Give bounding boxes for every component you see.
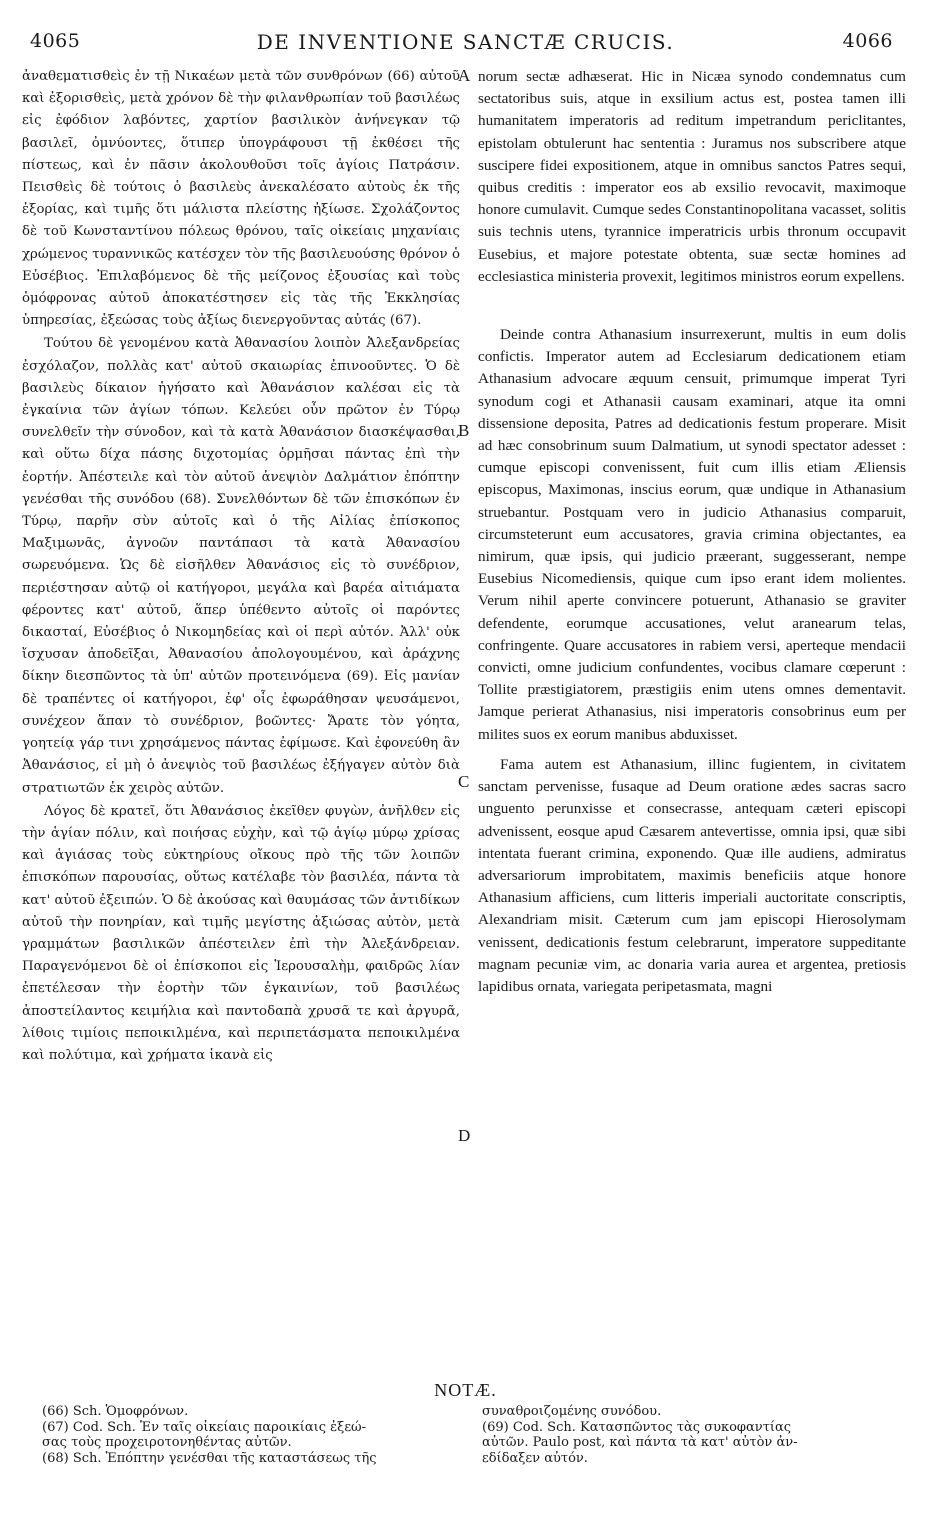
margin-marker-b: B bbox=[458, 421, 470, 440]
page-number-right: 4066 bbox=[842, 30, 893, 52]
greek-column bbox=[22, 66, 460, 1067]
page-header bbox=[0, 30, 931, 60]
note-66: (66) Sch. Ὁμοφρόνων. bbox=[42, 1404, 189, 1419]
latin-paragraph-1: norum sectæ adhæserat. Hic in Nicæa synodo condemnatus cum sectatoribus suis, atque in exsilium actus est, postea tamen illi humanitatem imperatoris ad reditum impetrandum periclitantes, epistolam obtulerunt hac sententia : Juramus nos subscribere atque suscipere fidei expositionem, atque in omnibus sanctos Patres sequi, quibus creditis : imperator eos ab exsilio revocavit, maximoque honore cumulavit. Cumque sedes Constantinopolitana vacasset, solitis suis technis utens, tyrannice imperatricis urbis thronum occupavit Eusebius, et majore potestate obtenta, suæ sectæ homines ad ecclesiastica ministeria provexit, legitimos ministros eorum expellens. bbox=[478, 68, 906, 285]
note-67-line-1: (67) Cod. Sch. Ἐν ταῖς οἰκείαις παροικίαις ἐξεώ- bbox=[42, 1419, 367, 1435]
greek-paragraph-1: ἀναθεματισθεὶς ἐν τῇ Νικαέων μετὰ τῶν συνθρόνων (66) αὐτοῦ καὶ ἐξορισθεὶς, μετὰ χρόνον δὲ τὴν φιλανθρωπίαν τοῦ βασιλέως εἰς ἐφόδιον λαβόντες, χαρτίον βασιλικὸν ἀνήνεγκαν τῷ βασιλεῖ, ὀμνύοντες, ὅτιπερ ὑπογράφουσι τῇ ἐκθέσει τῆς πίστεως, καὶ ἐν πᾶσιν ἀκολουθοῦσι τοῖς ἁγίοις Πατράσιν. Πεισθεὶς δὲ τούτοις ὁ βασιλεὺς ἀνεκαλέσατο αὐτοὺς ἐκ τῆς ἐξορίας, καὶ τιμῆς ὅτι μάλιστα πλείστης ἠξίωσε. Σχολάζοντος δὲ τοῦ Κωνσταντίνου πόλεως θρόνου, ταῖς οἰκείαις μηχανίαις χρώμενος τυραννικῶς κατέσχεν τὸν τῆς βασιλευούσης θρόνον ὁ Εὐσέβιος. Ἐπιλαβόμενος δὲ τῆς μείζονος ἐξουσίας καὶ τοὺς ὁμόφρονας αὐτοῦ ἀποκατέστησεν εἰς τὰς τῆς Ἐκκλησίας ὑπηρεσίας, ἐξεώσας τοὺς ἀξίως διενεργοῦντας αὐτάς (67). bbox=[22, 69, 460, 329]
running-title: DE INVENTIONE SANCTÆ CRUCIS. bbox=[256, 30, 675, 54]
margin-marker-a: A bbox=[458, 66, 471, 85]
note-68-line-2: συναθροιζομένης συνόδου. bbox=[482, 1404, 662, 1419]
note-69-line-2: αὐτῶν. Paulo post, καὶ πάντα τὰ κατ' αὐτὸν ἀν- bbox=[482, 1435, 798, 1450]
latin-column bbox=[478, 66, 906, 998]
note-69-line-1: (69) Cod. Sch. Κατασπῶντος τὰς συκοφαντίας bbox=[482, 1419, 792, 1435]
latin-paragraph-3: Fama autem est Athanasium, illinc fugientem, in civitatem sanctam pervenisse, fusaque ad Deum oratione ædes sacras sacro unguento perunxisse et consecrasse, antequam cæteri episcopi advenissent, eosque apud Cæsarem antevertisse, omnia ipsi, quæ sibi intentata fuerant crimina, exponendo. Quæ ille audiens, admiratus adversariorum improbitatem, maximis beneficiis atque honore Athanasium afficiens, cum litteris imperiali auctoritate conscriptis, Alexandriam misit. Cæterum cum jam episcopi Hierosolymam venissent, dedicationis festum celebrarunt, imperatore suppeditante magnam pecuniæ vim, ac donaria varia aurea et argentea, pretiosis lapidibus ornata, variegata peripetasmata, magni bbox=[478, 755, 906, 995]
note-67-line-2: σας τοὺς προχειροτονηθέντας αὐτῶν. bbox=[42, 1435, 292, 1450]
notes-right-column bbox=[482, 1404, 902, 1466]
margin-marker-d: D bbox=[458, 1126, 471, 1145]
notes-left-column bbox=[42, 1404, 460, 1466]
page-number-left: 4065 bbox=[30, 30, 81, 52]
latin-paragraph-2: Deinde contra Athanasium insurrexerunt, multis in eum dolis confictis. Imperator autem ad Ecclesiarum dedicationem etiam Athanasium advocare æquum censuit, primumque imperat Tyri synodum cogi et Athanasii causam examinari, atque ita omni dissensione deposita, Patres ad dedicationis festum properare. Misit ad hæc consobrinum suum Dalmatium, ut synodi spectator adesset : cumque episcopi convenissent, fuit cum illis etiam Æliensis episcopus, Maximonas, inscius eorum, quæ undique in Athanasium struebantur. Postquam vero in judicio Athanasius comparuit, circumsteterunt eum accusatores, gravia crimina objectantes, ea nimirum, quæ ipsis, qui judicio præerant, suggesserant, nempe Eusebius Nicomediensis, quique cum ipso erant idem molientes. Verum nihil aperte convincere potuerunt, Athanasio se graviter defendente, eorumque accusationes, velut aranearum telas, confringente. Quare accusatores in rabiem versi, aperteque mendacii convicti, omne judicium confundentes, vocibus clamare cœperunt : Tollite præstigiatorem, præstigiis enim utens omnes dementavit. Jamque perierat Athanasius, nisi imperatoris consobrinus eum per milites suos ex eorum manibus abduxisset. bbox=[478, 326, 906, 743]
greek-paragraph-2: Τούτου δὲ γενομένου κατὰ Ἀθανασίου λοιπὸν Ἀλεξανδρείας ἐσχόλαζον, πολλὰς κατ' αὐτοῦ σκαιωρίας ἐπινοοῦντες. Ὁ δὲ βασιλεὺς δίκαιον ἡγήσατο καὶ Ἀθανάσιον καλέσαι εἰς τὰ ἐγκαίνια τῶν ἁγίων τόπων. Κελεύει οὖν πρῶτον ἐν Τύρῳ συνελθεῖν τὴν σύνοδον, καὶ τὰ κατὰ Ἀθανάσιον διασκέψασθαι, καὶ οὕτω δίχα πάσης διχοτομίας ὁρμῆσαι πάντας ἐπὶ τὴν ἑορτήν. Ἀπέστειλε καὶ τὸν αὐτοῦ ἀνεψιὸν Δαλμάτιον ἐπόπτην γενέσθαι τῆς συνόδου (68). Συνελθόντων δὲ τῶν ἐπισκόπων ἐν Τύρῳ, παρῆν σὺν αὐτοῖς καὶ ὁ τῆς Αἰλίας ἐπίσκοπος Μαξιμωνᾶς, ἀγνοῶν παντάπασι τὰ κατὰ Ἀθανασίου σωρευόμενα. Ὡς δὲ εἰσῆλθεν Ἀθανάσιος εἰς τὸ συνέδριον, περιέστησαν αὐτῷ οἱ κατήγοροι, μεγάλα καὶ βαρέα αἰτιάματα φέροντες κατ' αὐτοῦ, ἅπερ ὑπέθεντο αὐτοῖς οἱ παρόντες δικασταί, Εὐσέβιος ὁ Νικομηδείας καὶ οἱ περὶ αὐτόν. Ἀλλ' οὐκ ἴσχυσαν ἀποδεῖξαι, Ἀθανασίου ἀπολογουμένου, καὶ ἀράχνης δίκην διεσπῶντος τὰ ὑπ' αὐτῶν προτεινόμενα (69). Εἰς μανίαν δὲ τραπέντες οἱ κατήγοροι, ἐφ' οἷς ἐφωράθησαν ψευσάμενοι, συνέχεον ἅπαν τὸ συνέδριον, βοῶντες· Ἄρατε τὸν γόητα, γοητείᾳ γάρ τινι χρησάμενος πάντας ἐφίμωσε. Καὶ ἐφονεύθη ἂν Ἀθανάσιος, εἰ μὴ ὁ ἀνεψιὸς τοῦ βασιλέως ἐξήγαγεν αὐτὸν διὰ στρατιωτῶν ἐκ χειρὸς αὐτῶν. bbox=[22, 336, 460, 796]
note-69-line-3: εδίδαξεν αὐτόν. bbox=[482, 1450, 588, 1466]
greek-paragraph-3: Λόγος δὲ κρατεῖ, ὅτι Ἀθανάσιος ἐκεῖθεν φυγὼν, ἀνῆλθεν εἰς τὴν ἁγίαν πόλιν, καὶ ποιήσας εὐχὴν, καὶ τῷ ἁγίῳ μύρῳ χρίσας καὶ ἁγιάσας τοὺς εὐκτηρίους οἴκους πρὸ τῆς τῶν λοιπῶν ἐπισκόπων παρουσίας, οὕτως κατέλαβε τὸν βασιλέα, πάντα τὰ κατ' αὐτοῦ ἐξειπών. Ὁ δὲ ἀκούσας καὶ θαυμάσας τῶν ἀντιδίκων αὐτοῦ τὴν πονηρίαν, καὶ τιμῆς μεγίστης ἀξιώσας αὐτὸν, μετὰ γραμμάτων βασιλικῶν ἀπέστειλεν ἐπὶ τὴν Ἀλεξάνδρειαν. Παραγενόμενοι δὲ οἱ ἐπίσκοποι εἰς Ἱερουσαλὴμ, φαιδρῶς λίαν ἐπετέλεσαν τὴν ἑορτὴν τῶν ἐγκαινίων, τοῦ βασιλέως ἀποστείλαντος κειμήλια καὶ παντοδαπὰ χρυσᾶ τε καὶ ἀργυρᾶ, λίθοις τιμίοις πεποικιλμένα, καὶ περιπετάσματα πεποικιλμένα καὶ πολύτιμα, καὶ χρήματα ἱκανὰ εἰς bbox=[22, 803, 460, 1063]
notes-heading: NOTÆ. bbox=[434, 1380, 497, 1400]
margin-marker-c: C bbox=[458, 772, 470, 791]
note-68-line-1: (68) Sch. Ἐπόπτην γενέσθαι τῆς καταστάσεως τῆς bbox=[42, 1450, 377, 1466]
